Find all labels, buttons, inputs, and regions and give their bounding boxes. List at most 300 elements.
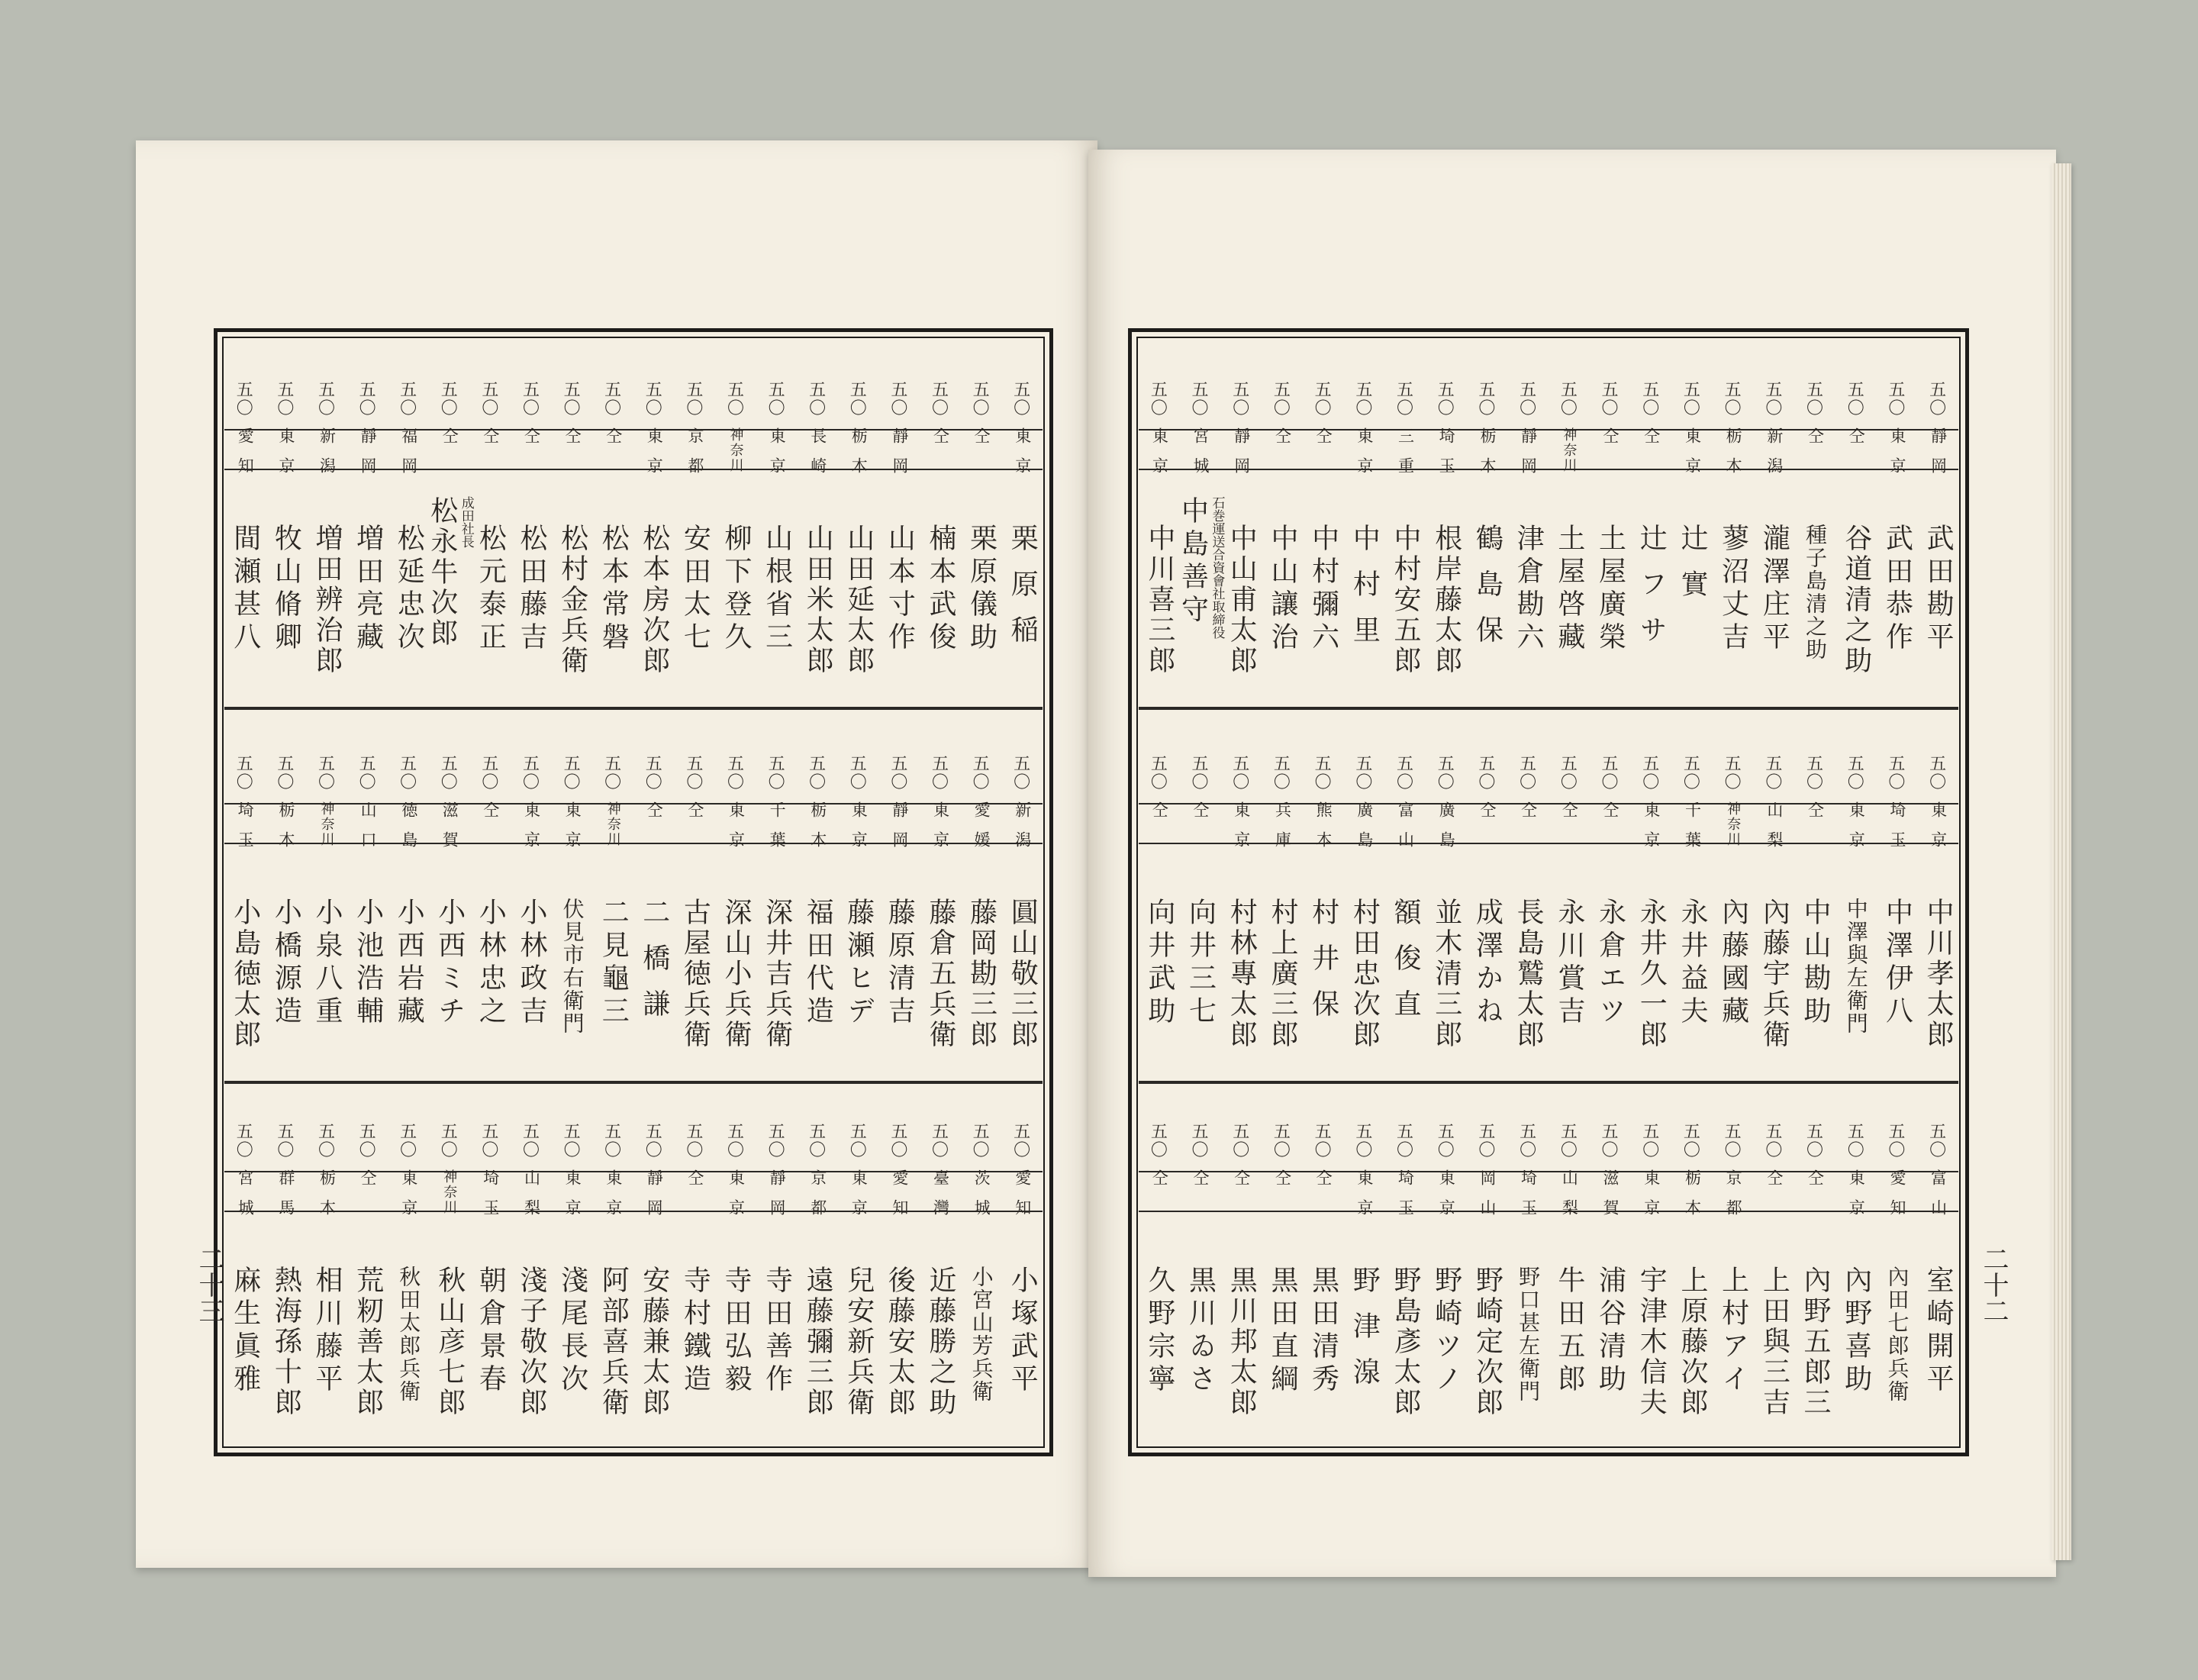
entry-name: 牧山脩卿 <box>270 524 302 655</box>
entry-name: 中村安五郎 <box>1390 524 1422 676</box>
entry-name: 野津湶 <box>1349 1266 1381 1403</box>
rule-line <box>224 1081 1043 1084</box>
entry-number: 五 〇 <box>1642 1123 1660 1160</box>
directory-entry <box>1673 1124 1711 1418</box>
entry-name: 二見龜三 <box>598 898 630 1029</box>
entry-number: 五 〇 <box>1437 755 1455 792</box>
entry-name: 山本寸作 <box>884 524 916 655</box>
entry-name: 増田辨治郎 <box>311 524 343 676</box>
entry-number: 五 〇 <box>1929 755 1947 792</box>
entry-prefecture: 千葉 <box>768 801 787 861</box>
directory-entry <box>635 1124 673 1418</box>
entry-name: 近藤勝之助 <box>925 1266 956 1418</box>
entry-name: 中山讓治 <box>1266 524 1298 655</box>
directory-entry <box>1181 1124 1220 1397</box>
directory-entry <box>1877 756 1916 1029</box>
entry-name: 淺尾長次 <box>556 1266 588 1397</box>
directory-entry <box>226 756 264 1050</box>
entry-name: 小西岩藏 <box>393 898 425 1029</box>
rule-line <box>1139 803 1958 805</box>
entry-name: 野崎定次郎 <box>1471 1266 1503 1418</box>
entry-name: 上村アイ <box>1717 1266 1749 1397</box>
entry-number: 五 〇 <box>277 1123 295 1160</box>
left-page-number: 二十三 <box>194 1246 224 1324</box>
entry-prefecture: 東京 <box>1847 801 1866 861</box>
entry-prefecture: 茨城 <box>972 1169 991 1229</box>
directory-entry <box>798 382 836 676</box>
directory-entry <box>675 756 714 1050</box>
entry-name: 久野宗寧 <box>1143 1266 1175 1397</box>
directory-entry <box>1837 382 1875 676</box>
directory-entry <box>1386 1124 1424 1418</box>
entry-name: 楠本武俊 <box>925 524 956 655</box>
entry-name: 圓山敬三郎 <box>1007 898 1039 1050</box>
entry-number: 五 〇 <box>1560 381 1578 418</box>
entry-number: 五 〇 <box>972 1123 990 1160</box>
directory-entry <box>962 1124 1001 1403</box>
entry-name: 中村里 <box>1349 524 1381 661</box>
entry-number: 五 〇 <box>768 1123 785 1160</box>
directory-entry <box>798 756 836 1029</box>
entry-prefecture: 愛知 <box>1887 1169 1906 1229</box>
entry-number: 五 〇 <box>1191 381 1209 418</box>
entry-name: 小宮山芳兵衛 <box>968 1266 994 1403</box>
entry-name: 安藤兼太郎 <box>638 1266 670 1418</box>
directory-entry <box>594 1124 632 1418</box>
entry-name: 松村金兵衛 <box>556 524 588 676</box>
entry-number: 五 〇 <box>317 755 335 792</box>
entry-name: 內藤宇兵衛 <box>1758 898 1790 1050</box>
entry-number: 五 〇 <box>236 755 253 792</box>
entry-name: 小池浩輔 <box>352 898 384 1029</box>
entry-prefecture: 神奈川 <box>604 801 621 847</box>
entry-number: 五 〇 <box>1806 755 1824 792</box>
entry-name: 秋山彦七郎 <box>433 1266 466 1418</box>
directory-entry <box>1427 1124 1465 1397</box>
entry-number: 五 〇 <box>359 381 376 418</box>
directory-entry <box>798 1124 836 1418</box>
entry-name: 向井三七 <box>1184 898 1217 1029</box>
entry-prefecture: 仝 <box>931 427 950 457</box>
directory-entry <box>426 381 474 649</box>
entry-prefecture: 愛知 <box>236 427 255 487</box>
entry-prefecture: 仝 <box>1806 1169 1825 1199</box>
entry-number: 五 〇 <box>604 1123 622 1160</box>
directory-entry <box>1304 382 1342 655</box>
directory-entry <box>840 382 878 676</box>
directory-entry <box>1222 756 1260 1050</box>
entry-number: 五 〇 <box>1806 1123 1824 1160</box>
page-edges <box>2051 163 2071 1560</box>
directory-entry <box>349 1124 387 1418</box>
entry-number: 五 〇 <box>1478 381 1496 418</box>
entry-prefecture: 富山 <box>1396 801 1415 861</box>
entry-name: 中島善守 <box>1177 496 1209 627</box>
entry-number: 五 〇 <box>400 1123 417 1160</box>
entry-name: 秋田太郎兵衛 <box>396 1266 422 1403</box>
directory-entry <box>1386 756 1424 1035</box>
entry-number: 五 〇 <box>522 755 540 792</box>
entry-name: 種子島清之助 <box>1803 524 1829 661</box>
directory-entry <box>1263 756 1301 1050</box>
entry-name: 藤倉五兵衛 <box>925 898 956 1050</box>
entry-number: 五 〇 <box>1233 755 1250 792</box>
entry-name: 山根省三 <box>761 524 793 655</box>
entry-name: 安田太七 <box>679 524 711 655</box>
directory-entry <box>635 756 673 1035</box>
entry-prefecture: 栃木 <box>1478 427 1497 487</box>
directory-entry <box>266 756 305 1029</box>
directory-entry <box>921 756 959 1050</box>
entry-prefecture: 臺灣 <box>931 1169 950 1229</box>
entry-name: 後藤安太郎 <box>884 1266 916 1418</box>
directory-entry <box>308 1124 346 1397</box>
entry-name: 村上廣三郎 <box>1266 898 1298 1050</box>
entry-prefecture: 靜岡 <box>645 1169 664 1229</box>
entry-prefecture: 仝 <box>1519 801 1538 831</box>
entry-prefecture: 東京 <box>727 1169 746 1229</box>
entry-number: 五 〇 <box>482 755 499 792</box>
entry-number: 五 〇 <box>1397 755 1414 792</box>
entry-number: 五 〇 <box>1888 381 1906 418</box>
entry-number: 五 〇 <box>482 381 499 418</box>
rule-line <box>1139 1171 1958 1172</box>
entry-name: 村井保 <box>1307 898 1339 1035</box>
directory-entry <box>675 382 714 655</box>
entry-prefecture: 仝 <box>1806 427 1825 457</box>
entry-number: 五 〇 <box>849 381 867 418</box>
directory-entry <box>1345 756 1383 1050</box>
entry-number: 五 〇 <box>891 755 908 792</box>
entry-name: 浦谷清助 <box>1594 1266 1626 1397</box>
directory-entry <box>389 756 427 1029</box>
entry-name: 朝倉景春 <box>475 1266 507 1397</box>
entry-number: 五 〇 <box>236 381 253 418</box>
entry-number: 五 〇 <box>768 381 785 418</box>
entry-number: 五 〇 <box>1191 1123 1209 1160</box>
directory-entry <box>266 1124 305 1418</box>
right-page-number: 二十二 <box>1978 1246 2009 1324</box>
entry-number: 五 〇 <box>277 381 295 418</box>
directory-entry <box>1591 382 1629 655</box>
entry-prefecture: 靜岡 <box>1519 427 1538 487</box>
entry-number: 五 〇 <box>1765 755 1783 792</box>
entry-name: 松本常磐 <box>598 524 630 655</box>
entry-number: 五 〇 <box>849 1123 867 1160</box>
entry-name: 松延忠次 <box>393 524 425 655</box>
entry-prefecture: 埼玉 <box>236 801 255 861</box>
entry-prefecture: 東京 <box>849 1169 869 1229</box>
entry-name: 中澤與左衛門 <box>1843 898 1869 1035</box>
entry-prefecture: 仝 <box>1601 427 1620 457</box>
directory-entry <box>1304 756 1342 1035</box>
entry-number: 五 〇 <box>1355 381 1373 418</box>
entry-number: 五 〇 <box>1601 755 1619 792</box>
entry-prefecture: 栃木 <box>276 801 295 861</box>
entry-name: 相川藤平 <box>311 1266 343 1397</box>
entry-prefecture: 栃木 <box>808 801 827 861</box>
entry-prefecture: 熊本 <box>1314 801 1333 861</box>
entry-name: 増田亮藏 <box>352 524 384 655</box>
entry-number: 五 〇 <box>1478 755 1496 792</box>
entry-prefecture: 東京 <box>1437 1169 1456 1229</box>
entry-prefecture: 神奈川 <box>318 801 335 847</box>
entry-number: 五 〇 <box>1560 1123 1578 1160</box>
entry-number: 五 〇 <box>1847 755 1864 792</box>
directory-entry <box>758 756 796 1050</box>
entry-prefecture: 靜岡 <box>890 801 909 861</box>
directory-entry <box>512 756 550 1029</box>
entry-name: 荒籾善太郎 <box>352 1266 384 1418</box>
rule-line <box>224 843 1043 844</box>
directory-entry <box>635 382 673 676</box>
entry-number: 五 〇 <box>1150 755 1168 792</box>
entry-prefecture: 仝 <box>972 427 991 457</box>
entry-prefecture: 仝 <box>1847 427 1866 457</box>
entry-prefecture: 滋賀 <box>1601 1169 1620 1229</box>
rule-line <box>1139 707 1958 710</box>
entry-number: 五 〇 <box>891 381 908 418</box>
directory-entry <box>1755 1124 1793 1418</box>
entry-name: 二橋謙 <box>638 898 670 1035</box>
entry-number: 五 〇 <box>1520 381 1537 418</box>
entry-prefecture: 仝 <box>1150 801 1169 831</box>
entry-name: 野崎ツノ <box>1430 1266 1462 1397</box>
directory-entry <box>1550 382 1588 655</box>
entry-name: 黒田直綱 <box>1266 1266 1298 1397</box>
entry-prefecture: 東京 <box>645 427 664 487</box>
entry-name: 中川孝太郎 <box>1922 898 1955 1050</box>
directory-entry <box>840 1124 878 1418</box>
directory-entry <box>1140 382 1178 676</box>
entry-name: 柳下登久 <box>720 524 752 655</box>
directory-entry <box>1591 1124 1629 1397</box>
entry-name: 土屋廣榮 <box>1594 524 1626 655</box>
entry-name: 上原藤次郎 <box>1676 1266 1708 1418</box>
entry-number: 五 〇 <box>1014 381 1031 418</box>
entry-number: 五 〇 <box>1233 1123 1250 1160</box>
entry-prefecture: 東京 <box>1887 427 1906 487</box>
entry-prefecture: 愛知 <box>1013 1169 1032 1229</box>
directory-entry <box>1550 1124 1588 1397</box>
entry-prefecture: 仝 <box>685 801 704 831</box>
entry-name: 間瀬甚八 <box>229 524 261 655</box>
entry-name: 寺田善作 <box>761 1266 793 1397</box>
directory-entry <box>1632 1124 1670 1418</box>
entry-number: 五 〇 <box>891 1123 908 1160</box>
entry-name: 松本房次郎 <box>638 524 670 676</box>
entry-title: 成田社長 <box>458 496 474 548</box>
entry-name: 中山甫太郎 <box>1226 524 1258 676</box>
entry-prefecture: 東京 <box>1355 1169 1374 1229</box>
entry-number: 五 〇 <box>563 381 581 418</box>
entry-number: 五 〇 <box>400 755 417 792</box>
entry-name: 谷道清之助 <box>1840 524 1872 676</box>
entry-prefecture: 仝 <box>604 427 623 457</box>
entry-title: 石巻運送合資會社取締役 <box>1209 496 1225 639</box>
entry-prefecture: 神奈川 <box>727 427 744 473</box>
entry-prefecture: 千葉 <box>1683 801 1702 861</box>
entry-name: 松永牛次郎 <box>426 496 458 649</box>
entry-number: 五 〇 <box>1314 1123 1332 1160</box>
entry-name: 津倉勘六 <box>1513 524 1545 655</box>
entry-number: 五 〇 <box>809 381 827 418</box>
entry-number: 五 〇 <box>1929 1123 1947 1160</box>
entry-name: 中川喜三郎 <box>1143 524 1175 676</box>
rule-line <box>1139 429 1958 430</box>
directory-entry <box>1003 756 1041 1050</box>
entry-prefecture: 靜岡 <box>1929 427 1948 487</box>
entry-prefecture: 仝 <box>645 801 664 831</box>
entry-number: 五 〇 <box>1642 381 1660 418</box>
entry-name: 阿部喜兵衛 <box>598 1266 630 1418</box>
entry-name: 黒川ゐさ <box>1184 1266 1217 1397</box>
entry-prefecture: 栃木 <box>317 1169 337 1229</box>
entry-name: 向井武助 <box>1143 898 1175 1029</box>
entry-number: 五 〇 <box>1314 381 1332 418</box>
entry-prefecture: 仝 <box>1765 1169 1784 1199</box>
directory-entry <box>1673 756 1711 1029</box>
entry-number: 五 〇 <box>645 1123 662 1160</box>
entry-name: 栗原儀助 <box>965 524 997 655</box>
directory-entry <box>1468 756 1506 1029</box>
directory-entry <box>553 382 591 676</box>
entry-prefecture: 神奈川 <box>441 1169 458 1215</box>
entry-prefecture: 仝 <box>440 427 459 457</box>
entry-name: 內野五郎三 <box>1800 1266 1832 1418</box>
entry-number: 五 〇 <box>1560 755 1578 792</box>
directory-entry <box>717 756 755 1050</box>
entry-name: 山田米太郎 <box>802 524 834 676</box>
entry-prefecture: 愛媛 <box>972 801 991 861</box>
entry-prefecture: 仝 <box>1314 427 1333 457</box>
directory-entry <box>1468 1124 1506 1418</box>
entry-name: 淺子敬次郎 <box>516 1266 547 1418</box>
entry-name: 黒川邦太郎 <box>1226 1266 1258 1418</box>
entry-number: 五 〇 <box>440 755 458 792</box>
entry-name: 野口甚左衛門 <box>1516 1266 1542 1403</box>
directory-entry <box>471 1124 509 1397</box>
entry-prefecture: 東京 <box>1355 427 1374 487</box>
entry-prefecture: 山梨 <box>1765 801 1784 861</box>
directory-entry <box>1345 1124 1383 1403</box>
directory-entry <box>1796 756 1834 1029</box>
entry-number: 五 〇 <box>972 755 990 792</box>
entry-prefecture: 仝 <box>1806 801 1825 831</box>
directory-entry <box>308 382 346 676</box>
directory-entry <box>1877 382 1916 655</box>
entry-number: 五 〇 <box>1014 1123 1031 1160</box>
entry-prefecture: 仝 <box>1191 1169 1210 1199</box>
directory-entry <box>962 756 1001 1050</box>
entry-prefecture: 東京 <box>563 801 582 861</box>
directory-entry <box>1714 382 1752 655</box>
entry-name: 內田七郎兵衛 <box>1884 1266 1910 1403</box>
entry-name: 鶴島保 <box>1471 524 1503 661</box>
directory-entry <box>1003 382 1041 661</box>
entry-number: 五 〇 <box>1273 381 1291 418</box>
directory-entry <box>717 382 755 655</box>
directory-entry <box>1003 1124 1041 1397</box>
entry-number: 五 〇 <box>1478 1123 1496 1160</box>
directory-entry <box>1714 1124 1752 1397</box>
directory-entry <box>1509 756 1547 1050</box>
entry-number: 五 〇 <box>686 755 704 792</box>
directory-entry <box>1222 382 1260 676</box>
rule-line <box>224 469 1043 470</box>
entry-prefecture: 新潟 <box>1013 801 1032 861</box>
entry-number: 五 〇 <box>1437 381 1455 418</box>
entry-prefecture: 滋賀 <box>440 801 459 861</box>
entry-prefecture: 栃木 <box>1683 1169 1702 1229</box>
directory-entry <box>1140 756 1178 1029</box>
directory-entry <box>1177 381 1225 639</box>
entry-prefecture: 東京 <box>399 1169 418 1229</box>
entry-number: 五 〇 <box>1314 755 1332 792</box>
entry-prefecture: 東京 <box>1642 801 1661 861</box>
entry-prefecture: 山口 <box>359 801 378 861</box>
entry-number: 五 〇 <box>1847 381 1864 418</box>
directory-entry <box>1386 382 1424 676</box>
entry-name: 永井久一郎 <box>1636 898 1668 1050</box>
entry-number: 五 〇 <box>1888 1123 1906 1160</box>
entry-number: 五 〇 <box>1929 381 1947 418</box>
entry-prefecture: 仝 <box>1601 801 1620 831</box>
entry-prefecture: 仝 <box>1150 1169 1169 1199</box>
entry-number: 五 〇 <box>1273 1123 1291 1160</box>
entry-number: 五 〇 <box>686 1123 704 1160</box>
entry-number: 五 〇 <box>400 381 417 418</box>
entry-name: 山田延太郎 <box>843 524 875 676</box>
entry-number: 五 〇 <box>1601 1123 1619 1160</box>
entry-prefecture: 京都 <box>685 427 704 487</box>
entry-name: 室崎開平 <box>1922 1266 1955 1397</box>
rule-line <box>1139 469 1958 470</box>
entry-name: 小泉八重 <box>311 898 343 1029</box>
entry-number: 五 〇 <box>1765 1123 1783 1160</box>
entry-name: 村林專太郎 <box>1226 898 1258 1050</box>
entry-prefecture: 靜岡 <box>359 427 378 487</box>
directory-entry <box>921 1124 959 1418</box>
entry-prefecture: 廣島 <box>1355 801 1374 861</box>
entry-prefecture: 靜岡 <box>768 1169 787 1229</box>
entry-prefecture: 京都 <box>808 1169 827 1229</box>
rule-line <box>1139 1211 1958 1212</box>
entry-prefecture: 埼玉 <box>481 1169 500 1229</box>
entry-prefecture: 長崎 <box>808 427 827 487</box>
entry-number: 五 〇 <box>1806 381 1824 418</box>
entry-prefecture: 仝 <box>563 427 582 457</box>
directory-entry <box>1714 756 1752 1029</box>
entry-prefecture: 仝 <box>1273 1169 1292 1199</box>
directory-entry <box>921 382 959 655</box>
entry-name: 土屋啓藏 <box>1553 524 1585 655</box>
entry-prefecture: 群馬 <box>276 1169 295 1229</box>
entry-prefecture: 新潟 <box>317 427 337 487</box>
entry-name: 額俊直 <box>1390 898 1422 1035</box>
entry-number: 五 〇 <box>931 755 949 792</box>
entry-number: 五 〇 <box>604 381 622 418</box>
entry-number: 五 〇 <box>1847 1123 1864 1160</box>
entry-name: 深井吉兵衛 <box>761 898 793 1050</box>
directory-entry <box>1591 756 1629 1029</box>
entry-number: 五 〇 <box>809 1123 827 1160</box>
directory-entry <box>430 1124 469 1418</box>
entry-number: 五 〇 <box>1191 755 1209 792</box>
entry-name: 古屋徳兵衛 <box>679 898 711 1050</box>
entry-name: 寺田弘毅 <box>720 1266 752 1397</box>
directory-entry <box>389 382 427 655</box>
